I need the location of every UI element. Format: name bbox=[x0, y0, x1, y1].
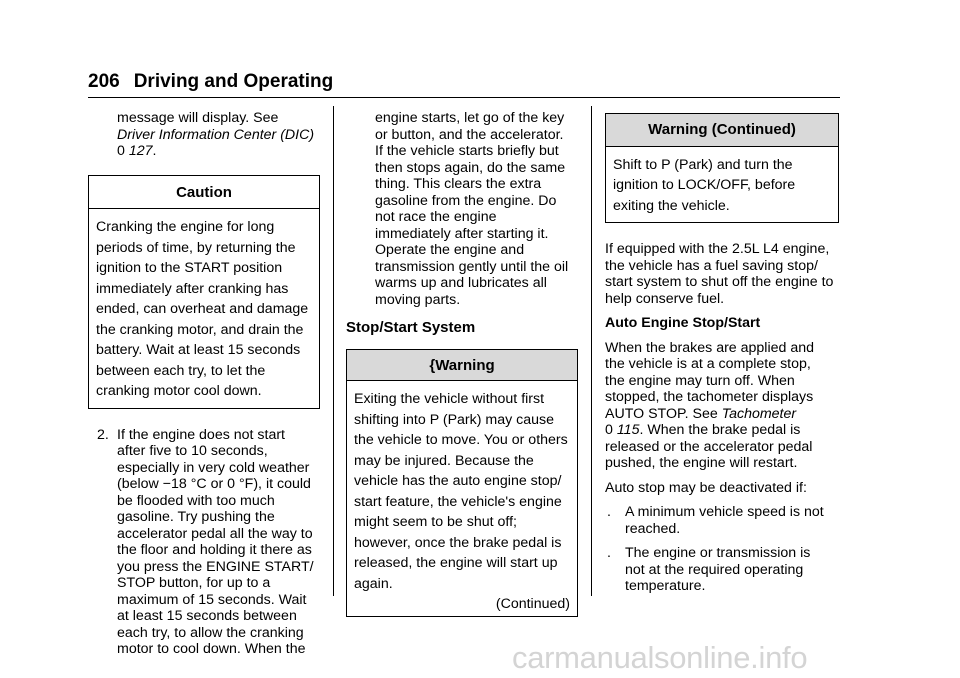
warning-line: may be injured. Because the bbox=[354, 452, 534, 469]
para-line: start system to shut off the engine to bbox=[605, 274, 834, 290]
warning-continued-box bbox=[605, 113, 839, 223]
warning-line: the vehicle to move. You or others bbox=[354, 432, 568, 448]
item-line: each try, to allow the cranking bbox=[117, 624, 304, 641]
para-line bbox=[605, 406, 841, 423]
step-line: Operate the engine and bbox=[375, 242, 525, 258]
para-line: the vehicle has a fuel saving stop/ bbox=[605, 257, 818, 274]
bullet-line: not at the required operating bbox=[625, 561, 804, 578]
header-rule bbox=[88, 97, 840, 98]
step-line: not race the engine bbox=[375, 209, 497, 225]
caution-line: cranking motor cool down. bbox=[96, 383, 262, 399]
para-line: the vehicle is at a complete stop, bbox=[605, 356, 811, 372]
intro-line: message will display. See bbox=[117, 110, 279, 126]
section-heading: Stop/Start System bbox=[346, 319, 476, 336]
bullet-item bbox=[605, 504, 841, 537]
continued-label: (Continued) bbox=[495, 596, 570, 612]
warning-title: Warning bbox=[435, 356, 495, 374]
text-fragment: . When the brake pedal is bbox=[639, 422, 801, 438]
caution-body bbox=[89, 209, 319, 408]
item-line: gasoline. Try pushing the bbox=[117, 509, 275, 525]
item-line: after five to 10 seconds, bbox=[117, 443, 268, 459]
para-line: stopped, the tachometer displays bbox=[605, 389, 814, 405]
para-line: help conserve fuel. bbox=[605, 290, 725, 307]
paragraph-2 bbox=[605, 340, 841, 472]
item-line: (below −18 °C or 0 °F), it could bbox=[117, 476, 311, 492]
item-line: STOP button, for up to a bbox=[117, 575, 271, 591]
caution-line: ignition to the START position bbox=[96, 260, 283, 276]
item-line: If the engine does not start bbox=[117, 426, 285, 443]
para-line: When the brakes are applied and bbox=[605, 339, 815, 356]
tachometer-page-ref[interactable]: 115 bbox=[616, 422, 640, 438]
warning-line: however, once the brake pedal is bbox=[354, 534, 562, 551]
para-line: the engine may turn off. When bbox=[605, 372, 795, 389]
section-title: Driving and Operating bbox=[133, 71, 334, 92]
step-line: thing. This clears the extra bbox=[375, 176, 542, 192]
warning-title-bar bbox=[347, 350, 577, 382]
bullet-item bbox=[605, 545, 841, 595]
bullet-marker: . bbox=[607, 545, 611, 561]
paragraph-3: Auto stop may be deactivated if: bbox=[605, 479, 807, 496]
item-line: be flooded with too much bbox=[117, 492, 275, 509]
item-line: the floor and holding it there as bbox=[117, 542, 312, 558]
item-line: maximum of 15 seconds. Wait bbox=[117, 591, 307, 608]
step-line: or button, and the accelerator. bbox=[375, 126, 564, 143]
watermark: carmanualsonline.info bbox=[512, 640, 808, 675]
warning-line: released, the engine will start up bbox=[354, 555, 558, 571]
step-line: engine starts, let go of the key bbox=[375, 110, 565, 126]
paragraph-1 bbox=[605, 241, 841, 307]
tachometer-link[interactable]: Tachometer bbox=[721, 405, 797, 422]
warning-continued-title: Warning (Continued) bbox=[606, 114, 838, 147]
column-3 bbox=[605, 113, 841, 595]
caution-line: periods of time, by returning the bbox=[96, 239, 296, 256]
bullet-line: reached. bbox=[625, 520, 681, 537]
item-line: you press the ENGINE START/ bbox=[117, 558, 314, 575]
step-line: transmission gently until the oil bbox=[375, 258, 569, 275]
continued-step-text bbox=[346, 110, 578, 308]
step-line: moving parts. bbox=[375, 291, 461, 308]
column-divider bbox=[333, 106, 334, 596]
para-line bbox=[605, 422, 841, 439]
column-2 bbox=[346, 110, 578, 617]
period: . bbox=[152, 143, 157, 159]
bullet-line: The engine or transmission is bbox=[625, 545, 811, 561]
para-line: pushed, the engine will restart. bbox=[605, 455, 798, 471]
dic-link[interactable]: Driver Information Center (DIC) bbox=[117, 126, 315, 143]
step-line: gasoline from the engine. Do bbox=[375, 192, 557, 209]
warning-body bbox=[347, 381, 577, 616]
step-line: then stops again, do the same bbox=[375, 159, 566, 176]
column-divider bbox=[591, 106, 592, 596]
warning-line: vehicle has the auto engine stop/ bbox=[354, 473, 562, 489]
warning-line: might seem to be shut off; bbox=[354, 514, 517, 530]
list-item-2 bbox=[88, 427, 320, 658]
warning-symbol-icon: { bbox=[429, 356, 436, 374]
warning-line: ignition to LOCK/OFF, before bbox=[613, 177, 796, 193]
warning-line: shifting into P (Park) may cause bbox=[354, 411, 555, 428]
warning-line: again. bbox=[354, 575, 393, 592]
subheading: Auto Engine Stop/Start bbox=[605, 315, 761, 331]
warning-line: start feature, the vehicle's engine bbox=[354, 493, 562, 510]
para-line: released or the accelerator pedal bbox=[605, 438, 813, 455]
caution-box bbox=[88, 175, 320, 409]
bullet-line: A minimum vehicle speed is not bbox=[625, 504, 824, 520]
item-line: especially in very cold weather bbox=[117, 459, 310, 476]
caution-line: battery. Wait at least 15 seconds bbox=[96, 342, 301, 358]
column-1 bbox=[88, 110, 320, 658]
bullet-marker: . bbox=[607, 504, 611, 520]
intro-text bbox=[88, 110, 320, 160]
text-fragment: AUTO STOP. See bbox=[605, 405, 722, 422]
caution-line: the cranking motor, and drain the bbox=[96, 321, 304, 338]
page-ref-arrow-icon: 0 bbox=[605, 422, 613, 438]
caution-line: ended, can overheat and damage bbox=[96, 301, 309, 317]
warning-box bbox=[346, 349, 578, 617]
para-line: If equipped with the 2.5L L4 engine, bbox=[605, 241, 830, 257]
caution-title: Caution bbox=[89, 176, 319, 210]
warning-line: Shift to P (Park) and turn the bbox=[613, 156, 793, 173]
caution-line: immediately after cranking has bbox=[96, 280, 289, 297]
page-ref-arrow-icon: 0 bbox=[117, 143, 125, 159]
warning-continued-body bbox=[606, 147, 838, 223]
warning-line: Exiting the vehicle without first bbox=[354, 391, 545, 407]
page-number: 206 bbox=[88, 71, 120, 92]
page-header bbox=[88, 71, 333, 93]
step-line: If the vehicle starts briefly but bbox=[375, 143, 559, 159]
dic-page-ref[interactable] bbox=[117, 143, 320, 160]
page-ref-number: 127 bbox=[128, 143, 153, 159]
bullet-line: temperature. bbox=[625, 578, 706, 594]
item-line: at least 15 seconds between bbox=[117, 608, 297, 624]
caution-line: between each try, to let the bbox=[96, 362, 266, 379]
step-line: warms up and lubricates all bbox=[375, 275, 547, 291]
item-line: accelerator pedal all the way to bbox=[117, 525, 313, 542]
list-number: 2. bbox=[97, 426, 109, 443]
caution-line: Cranking the engine for long bbox=[96, 219, 275, 235]
step-line: immediately after starting it. bbox=[375, 225, 549, 242]
item-line: motor to cool down. When the bbox=[117, 641, 306, 657]
warning-line: exiting the vehicle. bbox=[613, 197, 730, 214]
